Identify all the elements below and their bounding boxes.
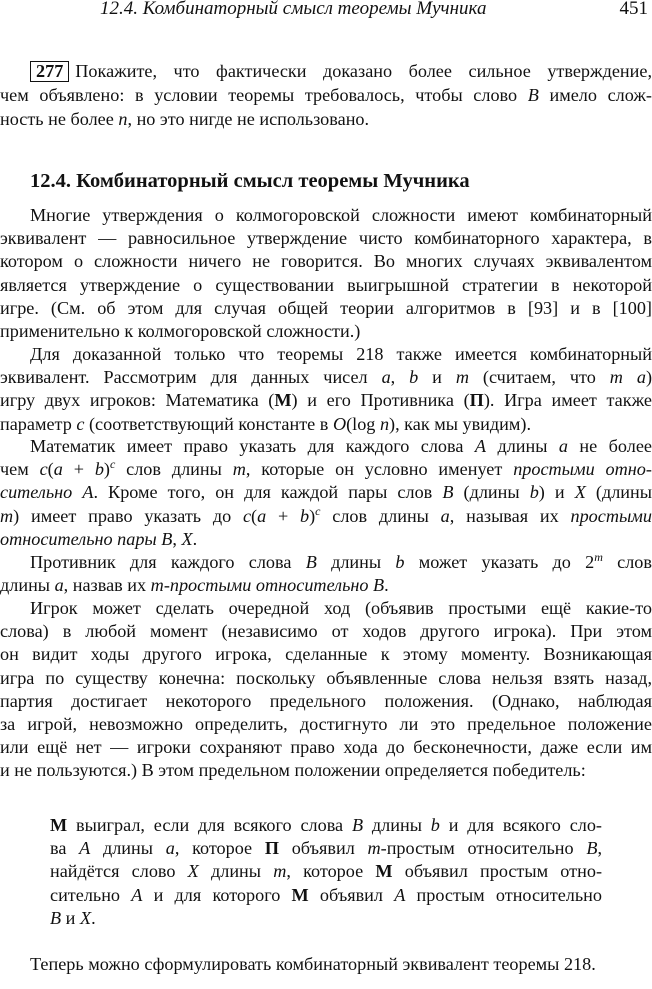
rule-line: найдётся слово X длины m, которое М объявил простым отно- [50, 861, 602, 882]
paragraph-line: параметр c (соответствующий константе в O(log n), как мы увидим). [0, 413, 531, 434]
problem-line-text: Покажите, что фактически доказано более сильное утверждение, [75, 61, 652, 81]
paragraph-line: Математик имеет право указать для каждого слова A длины a не более [30, 436, 652, 456]
rule-line: B и X. [50, 907, 96, 928]
paragraph-line: чем $c(a + b)^c$ слов длины m, которые он условно именует простыми отно- [0, 457, 652, 480]
paragraph-line: Игрок может сделать очередной ход (объявив простыми ещё какие-то [30, 598, 652, 618]
paragraph-line: партия достигает некоторого предельного положения. (Однако, наблюдая [0, 690, 652, 711]
paragraph-line: m) имеет право указать до $c(a + b)^c$ слов длины a, называя их простыми [0, 503, 652, 526]
paragraph-line: котором о сложности ничего не говорится. Во многих случаях эквивалентом [0, 251, 652, 272]
paragraph-line: является утверждение о существовании выигрышной стратегии в некоторой [0, 274, 652, 295]
problem-line: чем объявлено: в условии теоремы требовалось, чтобы слово B имело слож- [0, 85, 652, 105]
rule-line: сительно A и для которого М объявил A простым относительно [50, 884, 602, 905]
running-head [0, 0, 652, 20]
paragraph-line: длины a, назвав их m-простыми относительно B. [0, 575, 389, 596]
paragraph-line: или ещё нет — игроки сохраняют право хода до бесконечности, даже если им [0, 737, 652, 758]
problem-line [0, 60, 652, 84]
problem-line: ность не более n, но это нигде не использовано. [0, 109, 370, 129]
paragraph-line: игре. (См. об этом для случая общей теории алгоритмов в [93] и в [100] [0, 297, 652, 318]
paragraph-line: слова) в любой момент (независимо от ходов другого игрока). При этом [0, 621, 652, 642]
paragraph-line: он видит ходы другого игрока, сделанные к этому моменту. Возникающая [0, 644, 652, 665]
page-number: 451 [619, 0, 648, 19]
paragraph-line: Противник для каждого слова B длины b может указать до 2$^m$ слов [30, 550, 652, 572]
paragraph-line: применительно к колмогоровской сложности.) [0, 321, 361, 341]
paragraph-line: эквивалент — равносильное утверждение чисто комбинаторного характера, в [0, 228, 652, 249]
section-heading: 12.4. Комбинаторный смысл теоремы Мучника [30, 170, 470, 192]
paragraph-line: игру двух игроков: Математика (М) и его Противника (П). Игра имеет также [0, 390, 652, 411]
paragraph-line: Для доказанной только что теоремы 218 также имеется комбинаторный [30, 344, 652, 364]
paragraph-line: Многие утверждения о колмогоровской сложности имеют комбинаторный [30, 205, 652, 225]
paragraph-line: за игрой, невозможно определить, достигнуто ли это предельное положение [0, 714, 652, 734]
running-title: 12.4. Комбинаторный смысл теоремы Мучника [100, 0, 487, 19]
paragraph-line: эквивалент. Рассмотрим для данных чисел a, b и m (считаем, что m a) [0, 367, 652, 388]
closing-line: Теперь можно сформулировать комбинаторный эквивалент теоремы 218. [30, 954, 596, 974]
paragraph-line: сительно A. Кроме того, он для каждой пары слов B (длины b) и X (длины [0, 482, 652, 503]
rule-line: ва A длины a, которое П объявил m-простым относительно B, [50, 838, 603, 859]
paragraph-line: игра по существу конечна: поскольку объявленные слова нельзя взять назад, [0, 667, 652, 688]
paragraph-line: и не пользуются.) В этом предельном положении определяется победитель: [0, 760, 586, 781]
rule-line: М выиграл, если для всякого слова B длины b и для всякого сло- [50, 815, 602, 835]
problem-number: 277 [30, 61, 69, 82]
paragraph-line: относительно пары B, X. [0, 528, 198, 549]
